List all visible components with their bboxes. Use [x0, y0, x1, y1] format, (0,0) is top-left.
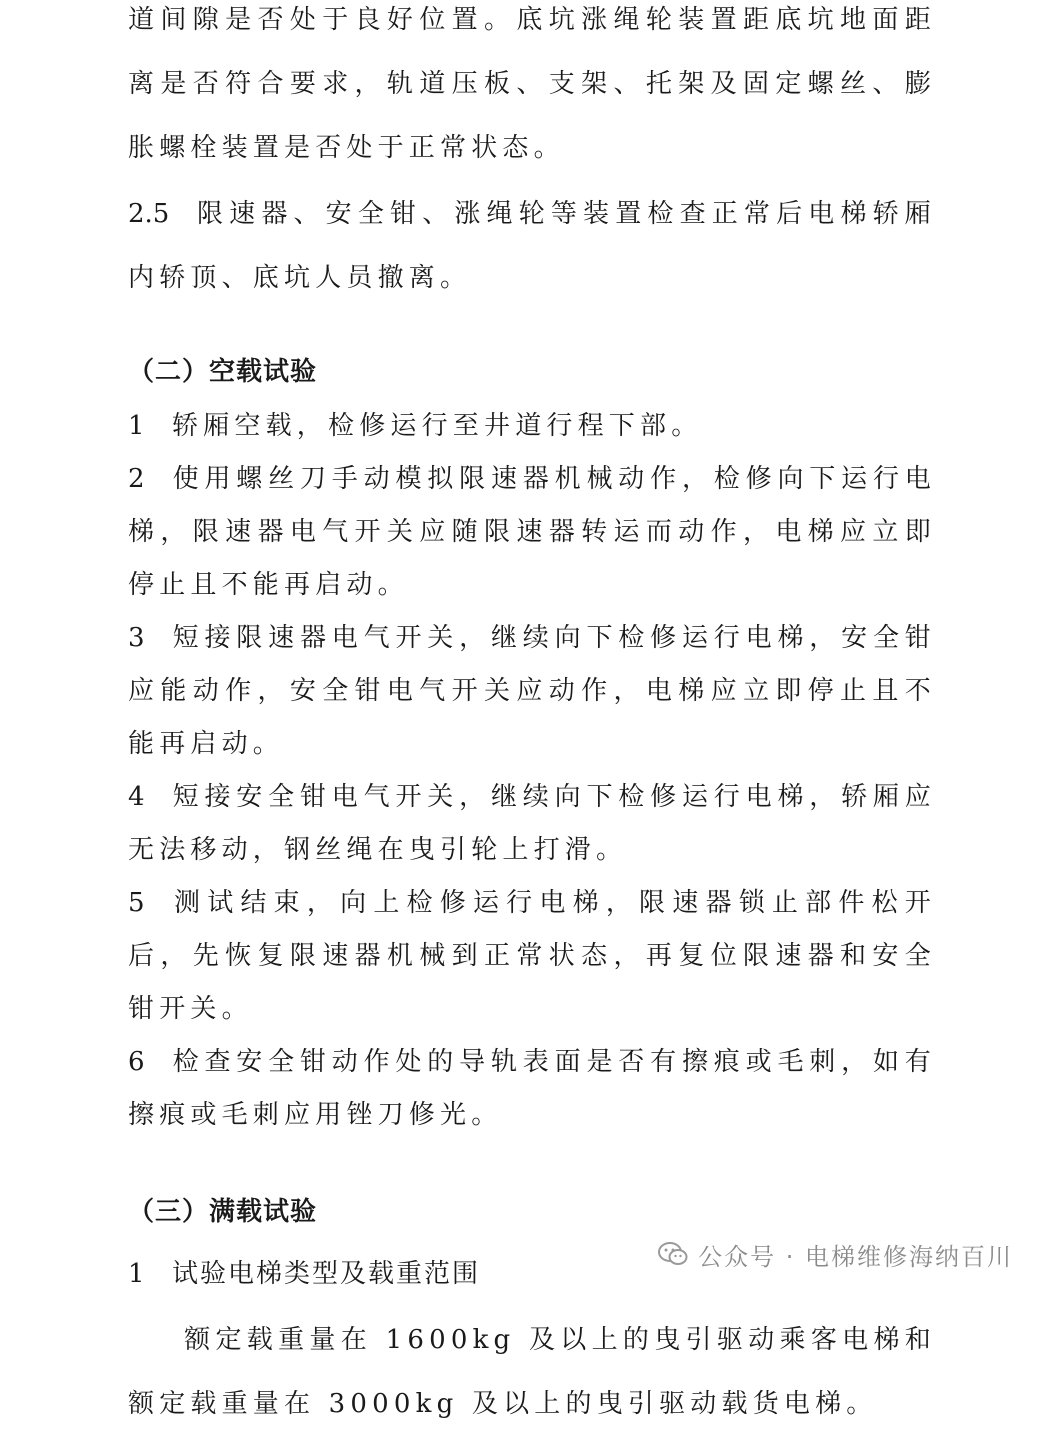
- list-item: [128, 877, 936, 1036]
- watermark-text: 公众号 · 电梯维修海纳百川: [698, 1242, 1013, 1271]
- list-item: [128, 771, 936, 877]
- item-2-5: [128, 182, 936, 310]
- list-item-number: 1: [128, 411, 145, 441]
- list-item-number: 3: [128, 623, 145, 653]
- item-2-5-text: 限速器、安全钳、涨绳轮等装置检查正常后电梯轿厢内轿顶、底坑人员撤离。: [128, 199, 936, 293]
- list-item: [128, 1036, 936, 1142]
- list-item-number: 6: [128, 1047, 145, 1077]
- list-item-number: 2: [128, 464, 145, 494]
- item-2-5-number: 2.5: [128, 199, 170, 229]
- subheading-number: 1: [128, 1259, 145, 1289]
- heading-empty-load-test: （二）空载试验: [128, 357, 318, 387]
- list-item-text: 短接安全钳电气开关，继续向下检修运行电梯，轿厢应无法移动，钢丝绳在曳引轮上打滑。: [128, 782, 936, 865]
- empty-load-items: [128, 400, 936, 1142]
- list-item-text: 检查安全钳动作处的导轨表面是否有擦痕或毛刺，如有擦痕或毛刺应用锉刀修光。: [128, 1047, 936, 1130]
- wechat-icon: [658, 1241, 688, 1267]
- list-item-text: 测试结束，向上检修运行电梯，限速器锁止部件松开后，先恢复限速器机械到正常状态，再复位限速器和安全钳开关。: [128, 888, 936, 1024]
- watermark: [658, 1234, 1013, 1274]
- list-item-number: 5: [128, 888, 145, 918]
- list-item: [128, 453, 936, 612]
- paragraph-load-range-text: 额定载重量在 1600kg 及以上的曳引驱动乘客电梯和额定载重量在 3000kg 及以上的曳引驱动载货电梯。: [128, 1325, 936, 1419]
- list-item-text: 轿厢空载，检修运行至井道行程下部。: [172, 411, 703, 441]
- paragraph-load-range: [128, 1308, 936, 1436]
- list-item: [128, 612, 936, 771]
- paragraph-continuation: 道间隙是否处于良好位置。底坑涨绳轮装置距底坑地面距离是否符合要求，轨道压板、支架、托架及固定螺丝、膨胀螺栓装置是否处于正常状态。: [128, 5, 936, 163]
- heading-full-load-test: （三）满载试验: [128, 1197, 318, 1227]
- list-item: [128, 400, 936, 453]
- list-item-text: 使用螺丝刀手动模拟限速器机械动作，检修向下运行电梯，限速器电气开关应随限速器转运而动作，电梯应立即停止且不能再启动。: [128, 464, 936, 600]
- list-item-number: 4: [128, 782, 145, 812]
- document-page: [128, 0, 936, 1436]
- list-item-text: 短接限速器电气开关，继续向下检修运行电梯，安全钳应能动作，安全钳电气开关应动作，电梯应立即停止且不能再启动。: [128, 623, 936, 759]
- subheading-text: 试验电梯类型及载重范围: [172, 1259, 481, 1289]
